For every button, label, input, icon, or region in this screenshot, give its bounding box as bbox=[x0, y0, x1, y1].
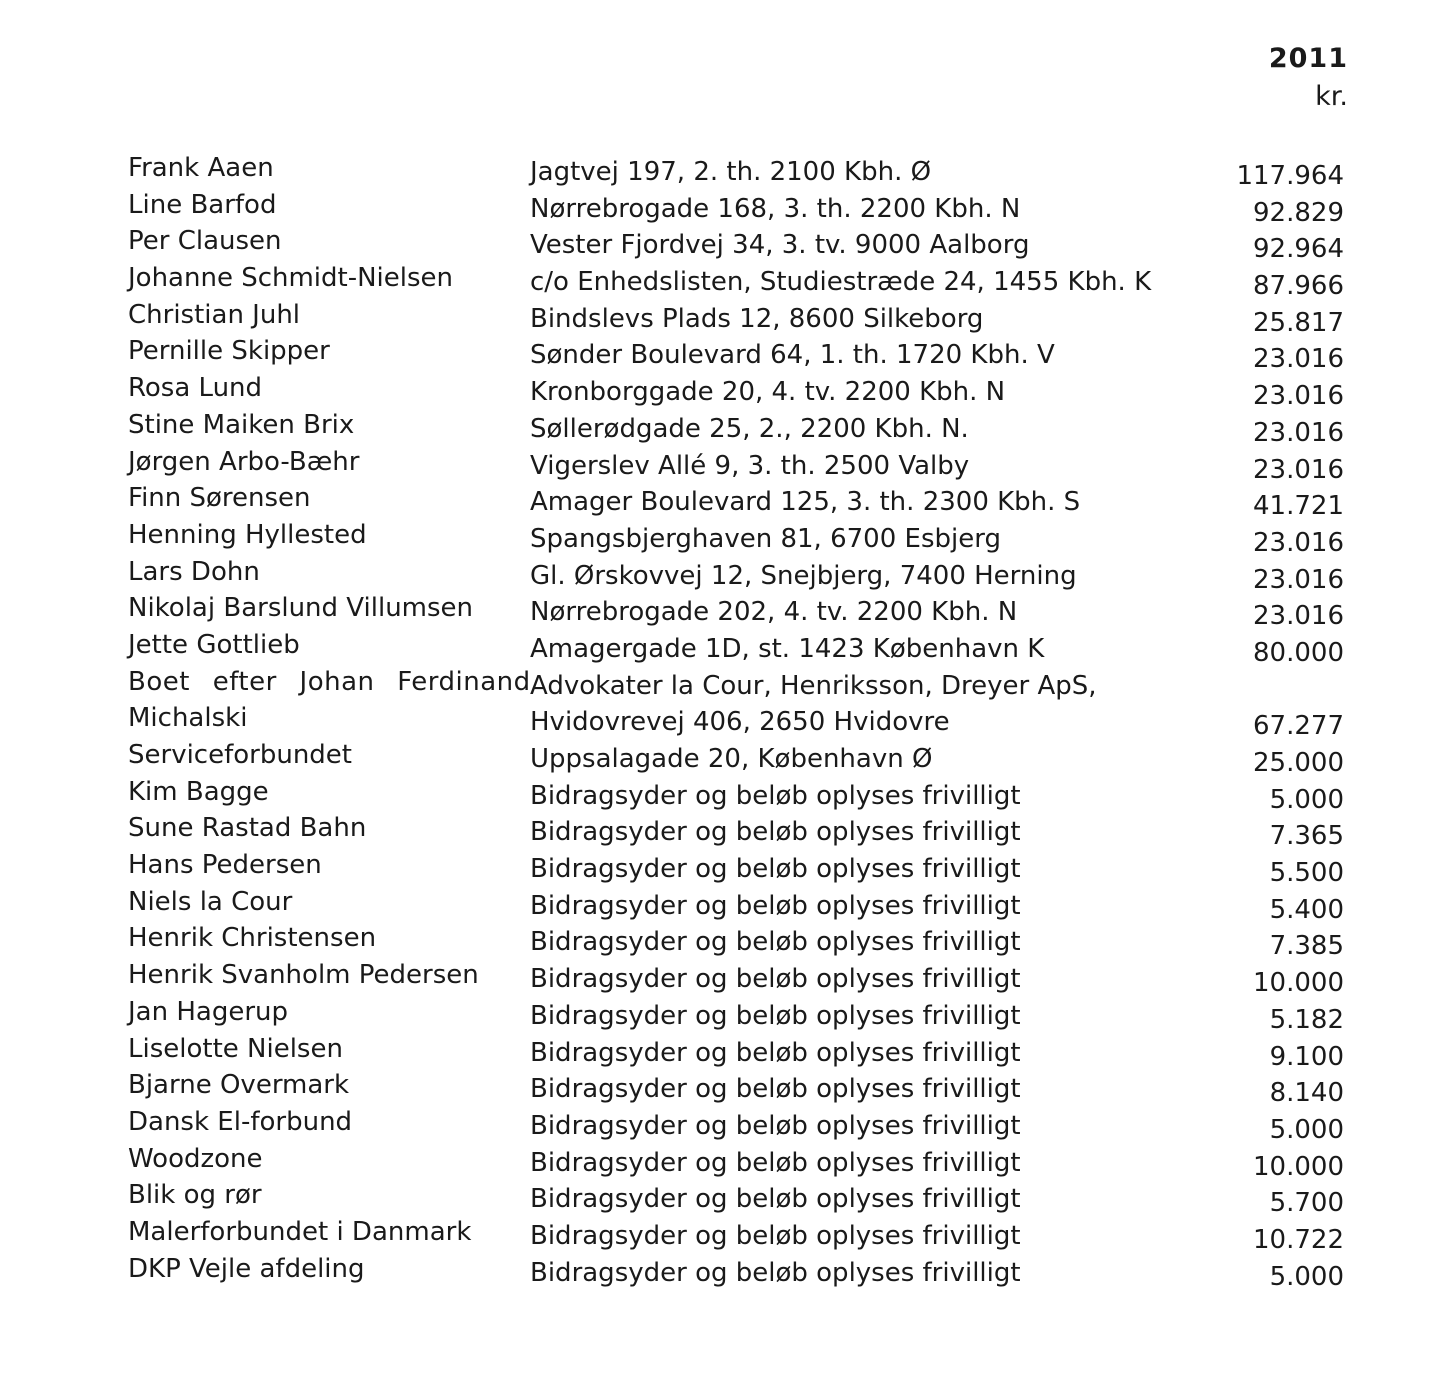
contributor-name: Lars Dohn bbox=[128, 556, 260, 587]
contributor-address: Amager Boulevard 125, 3. th. 2300 Kbh. S bbox=[530, 487, 1081, 518]
table-row bbox=[0, 297, 1440, 338]
table-row bbox=[0, 370, 1440, 412]
contribution-amount: 9.100 bbox=[1269, 1041, 1344, 1072]
table-row bbox=[0, 1177, 1440, 1219]
contributor-name: Bjarne Overmark bbox=[128, 1070, 350, 1101]
contribution-amount: 41.721 bbox=[1253, 491, 1344, 522]
contribution-amount: 5.000 bbox=[1269, 1114, 1344, 1145]
contributor-name: Rosa Lund bbox=[128, 373, 263, 404]
contributor-address: Bidragsyder og beløb oplyses frivilligt bbox=[530, 1110, 1021, 1141]
table-row bbox=[0, 480, 1440, 522]
contributor-name: Serviceforbundet bbox=[128, 740, 352, 771]
table-row-estate bbox=[0, 664, 1440, 741]
contributor-address: Bindslevs Plads 12, 8600 Silkeborg bbox=[530, 303, 984, 334]
table-row bbox=[0, 1141, 1440, 1182]
contributor-name: Hans Pedersen bbox=[128, 850, 322, 881]
contributor-address: Bidragsyder og beløb oplyses frivilligt bbox=[530, 1257, 1021, 1288]
contribution-amount: 23.016 bbox=[1253, 564, 1344, 595]
contribution-amount: 23.016 bbox=[1253, 601, 1344, 632]
table-row bbox=[0, 1067, 1440, 1109]
contributor-name: Finn Sørensen bbox=[128, 483, 311, 514]
contribution-amount: 5.000 bbox=[1269, 784, 1344, 815]
contributor-name: Line Barfod bbox=[128, 189, 277, 220]
contributor-name: Jørgen Arbo-Bæhr bbox=[128, 446, 360, 477]
contributor-name: Henrik Svanholm Pedersen bbox=[128, 960, 479, 991]
table-row bbox=[0, 260, 1440, 302]
contributor-name: Dansk El-forbund bbox=[128, 1106, 353, 1137]
contribution-amount: 10.000 bbox=[1253, 1151, 1344, 1182]
contributor-address: Søllerødgade 25, 2., 2200 Kbh. N. bbox=[530, 413, 969, 444]
table-row bbox=[0, 994, 1440, 1035]
contributor-address: Bidragsyder og beløb oplyses frivilligt bbox=[530, 854, 1021, 885]
contributor-name: Sune Rastad Bahn bbox=[128, 813, 367, 844]
contribution-amount: 23.016 bbox=[1253, 344, 1344, 375]
contributor-name: Henrik Christensen bbox=[128, 923, 377, 954]
contribution-amount: 5.182 bbox=[1269, 1004, 1344, 1035]
contributor-address: Bidragsyder og beløb oplyses frivilligt bbox=[530, 1184, 1021, 1215]
contributor-name: DKP Vejle afdeling bbox=[128, 1253, 365, 1284]
contributor-name: Pernille Skipper bbox=[128, 336, 330, 367]
contributor-name: Frank Aaen bbox=[128, 153, 274, 183]
table-row bbox=[0, 150, 1440, 191]
contributor-address: Vester Fjordvej 34, 3. tv. 9000 Aalborg bbox=[530, 230, 1030, 261]
table-row bbox=[0, 223, 1440, 265]
contribution-amount: 8.140 bbox=[1269, 1078, 1344, 1109]
contribution-amount: 23.016 bbox=[1253, 454, 1344, 485]
contributor-name: Jan Hagerup bbox=[128, 996, 288, 1027]
currency-unit: kr. bbox=[1315, 81, 1348, 112]
table-row bbox=[0, 810, 1440, 852]
contributor-address-continued: Hvidovrevej 406, 2650 Hvidovre bbox=[530, 706, 950, 737]
table-row bbox=[0, 884, 1440, 925]
contributor-name: Liselotte Nielsen bbox=[128, 1033, 343, 1064]
table-row bbox=[0, 737, 1440, 779]
contributor-address: Bidragsyder og beløb oplyses frivilligt bbox=[530, 1000, 1021, 1031]
table-row bbox=[0, 590, 1440, 632]
contribution-amount: 7.365 bbox=[1269, 821, 1344, 852]
contributor-name: Nikolaj Barslund Villumsen bbox=[128, 593, 474, 624]
table-row bbox=[0, 333, 1440, 375]
table-row bbox=[0, 1251, 1440, 1292]
contributor-address: Bidragsyder og beløb oplyses frivilligt bbox=[530, 1074, 1021, 1105]
contributor-address: Uppsalagade 20, København Ø bbox=[530, 744, 933, 775]
contribution-amount: 7.385 bbox=[1269, 931, 1344, 962]
contribution-amount: 92.829 bbox=[1253, 197, 1344, 228]
contributor-name: Malerforbundet i Danmark bbox=[128, 1216, 472, 1247]
contribution-amount: 92.964 bbox=[1253, 234, 1344, 265]
contribution-amount: 117.964 bbox=[1236, 161, 1344, 191]
contributor-address: Gl. Ørskovvej 12, Snejbjerg, 7400 Herning bbox=[530, 560, 1077, 591]
contributor-address: Jagtvej 197, 2. th. 2100 Kbh. Ø bbox=[530, 157, 932, 187]
contribution-amount: 23.016 bbox=[1253, 527, 1344, 558]
year-heading: 2011 bbox=[1268, 43, 1348, 74]
contributor-name: Niels la Cour bbox=[128, 886, 293, 917]
contribution-amount: 87.966 bbox=[1253, 271, 1344, 302]
contributor-address: Bidragsyder og beløb oplyses frivilligt bbox=[530, 1220, 1021, 1251]
table-row bbox=[0, 920, 1440, 962]
contributor-address: Nørrebrogade 202, 4. tv. 2200 Kbh. N bbox=[530, 597, 1018, 628]
contributor-name: Blik og rør bbox=[128, 1180, 262, 1211]
table-row bbox=[0, 627, 1440, 668]
contributor-address: Bidragsyder og beløb oplyses frivilligt bbox=[530, 817, 1021, 848]
table-row bbox=[0, 444, 1440, 485]
contributor-address: Amagergade 1D, st. 1423 København K bbox=[530, 633, 1045, 664]
contributor-address: Advokater la Cour, Henriksson, Dreyer ApS, bbox=[530, 670, 1097, 701]
contributor-address: Nørrebrogade 168, 3. th. 2200 Kbh. N bbox=[530, 193, 1021, 224]
table-row bbox=[0, 1104, 1440, 1145]
contributor-address: Bidragsyder og beløb oplyses frivilligt bbox=[530, 890, 1021, 921]
table-row bbox=[0, 187, 1440, 228]
table-row bbox=[0, 1214, 1440, 1255]
contribution-amount: 80.000 bbox=[1253, 637, 1344, 668]
contributor-address: Kronborggade 20, 4. tv. 2200 Kbh. N bbox=[530, 377, 1006, 408]
column-header bbox=[1269, 40, 1348, 116]
table-row bbox=[0, 407, 1440, 448]
contributor-address: Bidragsyder og beløb oplyses frivilligt bbox=[530, 964, 1021, 995]
table-row bbox=[0, 847, 1440, 889]
contribution-amount: 5.500 bbox=[1269, 858, 1344, 889]
contributor-name: Woodzone bbox=[128, 1143, 263, 1174]
contributor-name-continued: Michalski bbox=[128, 702, 248, 733]
contributor-address: Sønder Boulevard 64, 1. th. 1720 Kbh. V bbox=[530, 340, 1055, 371]
contribution-amount: 23.016 bbox=[1253, 381, 1344, 412]
contribution-amount: 67.277 bbox=[1253, 710, 1344, 741]
contribution-amount: 10.000 bbox=[1253, 968, 1344, 999]
table-row bbox=[0, 1031, 1440, 1072]
table-row bbox=[0, 774, 1440, 815]
table-row bbox=[0, 957, 1440, 999]
contributor-address: c/o Enhedslisten, Studiestræde 24, 1455 Kbh. K bbox=[530, 267, 1152, 298]
contributor-address: Bidragsyder og beløb oplyses frivilligt bbox=[530, 780, 1021, 811]
contributor-name: Christian Juhl bbox=[128, 299, 301, 330]
contributor-address: Bidragsyder og beløb oplyses frivilligt bbox=[530, 927, 1021, 958]
contribution-amount: 5.700 bbox=[1269, 1188, 1344, 1219]
contributor-address: Spangsbjerghaven 81, 6700 Esbjerg bbox=[530, 523, 1001, 554]
contributor-name: Johanne Schmidt-Nielsen bbox=[128, 263, 454, 294]
contributor-name: Kim Bagge bbox=[128, 776, 269, 807]
contributor-name: Stine Maiken Brix bbox=[128, 409, 355, 440]
contribution-amount: 25.000 bbox=[1253, 748, 1344, 779]
contributor-address: Bidragsyder og beløb oplyses frivilligt bbox=[530, 1037, 1021, 1068]
contributor-name: Jette Gottlieb bbox=[128, 629, 300, 660]
contributor-address: Vigerslev Allé 9, 3. th. 2500 Valby bbox=[530, 450, 970, 481]
contribution-amount: 23.016 bbox=[1253, 417, 1344, 448]
contribution-amount: 5.000 bbox=[1269, 1261, 1344, 1292]
contribution-amount: 10.722 bbox=[1253, 1224, 1344, 1255]
contributor-address: Bidragsyder og beløb oplyses frivilligt bbox=[530, 1147, 1021, 1178]
contributor-name: Per Clausen bbox=[128, 226, 282, 257]
contributors-table bbox=[0, 150, 1440, 1292]
table-row bbox=[0, 517, 1440, 558]
contributor-name: Henning Hyllested bbox=[128, 519, 367, 550]
contribution-amount: 5.400 bbox=[1269, 894, 1344, 925]
table-row bbox=[0, 554, 1440, 595]
contributor-name: Boet efter Johan Ferdinand bbox=[128, 666, 531, 697]
contribution-amount: 25.817 bbox=[1253, 307, 1344, 338]
